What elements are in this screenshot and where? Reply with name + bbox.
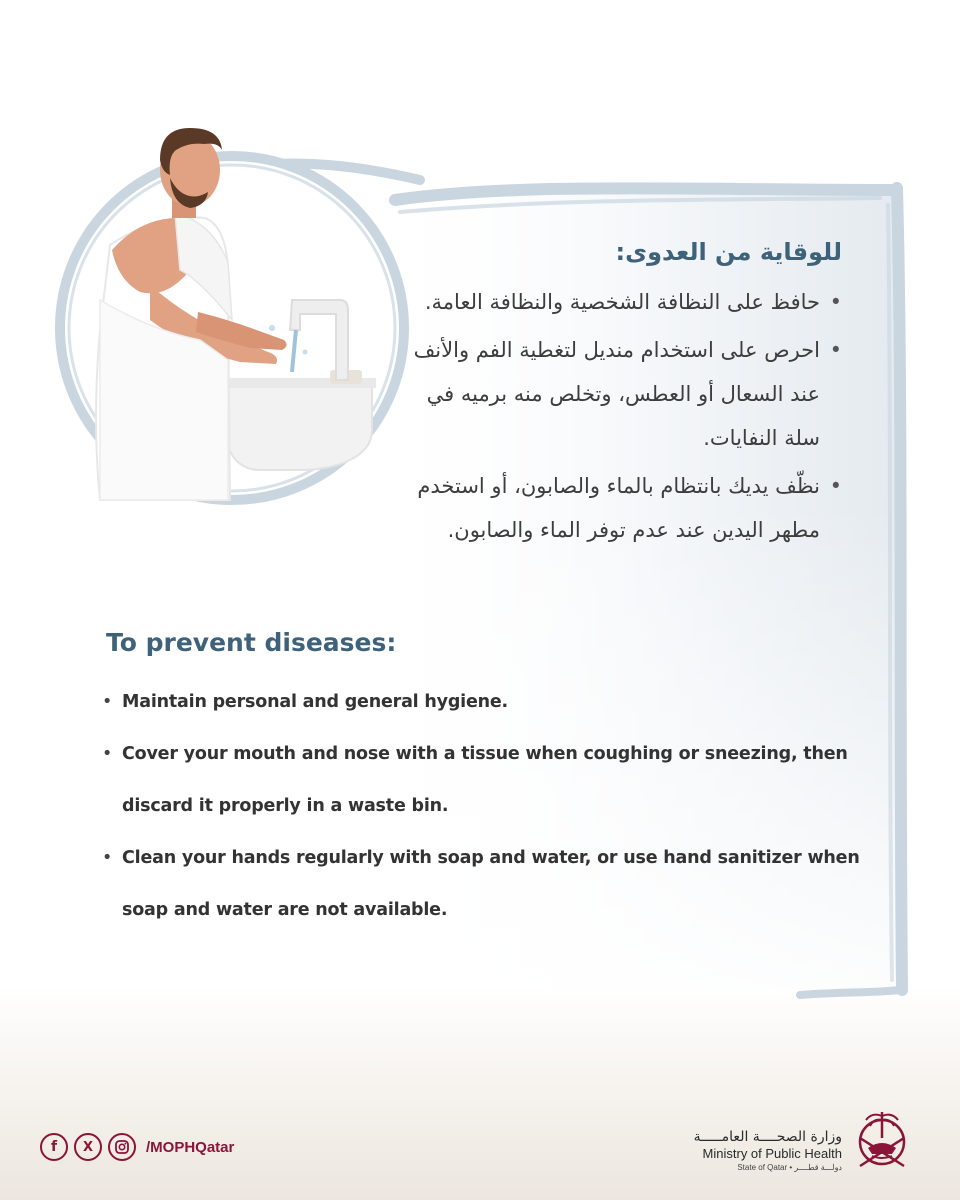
state-of-qatar-label: State of Qatar • دولـــة قطــــر (737, 1163, 842, 1172)
ministry-branding (694, 1128, 842, 1174)
facebook-icon[interactable]: f (40, 1133, 68, 1161)
instagram-glyph (115, 1140, 129, 1154)
arabic-tip-tissue: • احرص على استخدام منديل لتغطية الفم والأنف عند السعال أو العطس، وتخلص منه برميه في سلة النفايات. (402, 328, 842, 460)
social-links (40, 1131, 234, 1163)
x-icon[interactable]: X (74, 1133, 102, 1161)
english-tip-hygiene: • Maintain personal and general hygiene. (100, 676, 860, 728)
arabic-tip-handwashing: • نظّف يديك بانتظام بالماء والصابون، أو استخدم مطهر اليدين عند عدم توفر الماء والصابون. (402, 464, 842, 552)
instagram-icon[interactable] (108, 1133, 136, 1161)
arabic-heading: للوقاية من العدوى: (615, 238, 842, 266)
english-tips-list (100, 676, 860, 936)
ministry-name-arabic: وزارة الصحــــة العامـــــة (693, 1129, 842, 1145)
arabic-tips-list (402, 280, 842, 556)
social-handle[interactable]: /MOPHQatar (146, 1138, 235, 1156)
ministry-name-english: Ministry of Public Health (702, 1146, 842, 1161)
english-heading: To prevent diseases: (106, 628, 397, 657)
arabic-tip-hygiene: • حافظ على النظافة الشخصية والنظافة العامة. (402, 280, 842, 324)
english-tip-handwashing: • Clean your hands regularly with soap and water, or use hand sanitizer when soap and water are not available. (100, 832, 860, 936)
english-tip-tissue: • Cover your mouth and nose with a tissue when coughing or sneezing, then discard it properly in a waste bin. (100, 728, 860, 832)
qatar-emblem-logo (852, 1108, 912, 1174)
